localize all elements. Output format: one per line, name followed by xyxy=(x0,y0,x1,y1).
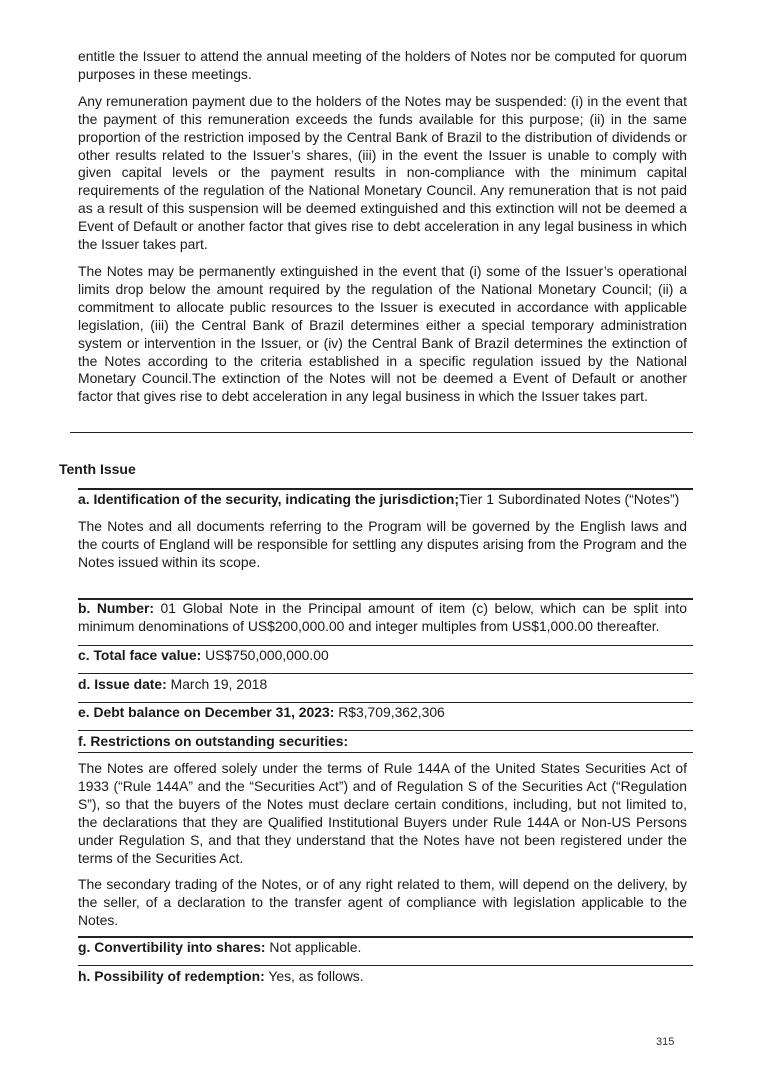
item-g-label: g. Convertibility into shares: xyxy=(78,939,266,955)
item-a xyxy=(78,491,687,572)
item-e-value: R$3,709,362,306 xyxy=(338,704,445,720)
item-f-body xyxy=(78,760,687,930)
intro-text xyxy=(78,48,687,406)
item-h-label: h. Possibility of redemption: xyxy=(78,968,265,984)
item-a-label: a. Identification of the security, indicating the jurisdiction; xyxy=(78,491,459,507)
item-f-label-rule xyxy=(78,752,693,753)
item-d-label: d. Issue date: xyxy=(78,676,167,692)
item-c xyxy=(78,647,687,665)
section-title: Tenth Issue xyxy=(59,461,136,477)
item-d xyxy=(78,676,687,694)
item-c-label: c. Total face value: xyxy=(78,647,202,663)
item-d-rule xyxy=(78,673,693,674)
item-h-value: Yes, as follows. xyxy=(268,968,364,984)
item-e-label: e. Debt balance on December 31, 2023: xyxy=(78,704,335,720)
item-g-value: Not applicable. xyxy=(269,939,362,955)
item-d-value: March 19, 2018 xyxy=(170,676,268,692)
page-number: 315 xyxy=(656,1036,675,1048)
item-h-rule xyxy=(78,965,693,966)
item-f-rule xyxy=(78,730,693,731)
item-f-label: f. Restrictions on outstanding securities: xyxy=(78,733,349,749)
item-f-text-1: The Notes are offered solely under the terms of Rule 144A of the United States Securities Act of 1933 (“Rule 144A” and the “Securities Act”) and of Regulation S of the Securities Act (“Regulation S”), so that the buyers of the Notes must declare certain conditions, including, but not limited to, the declarations that they are Qualified Institutional Buyers under Rule 144A or Non-US Persons under Regulation S, and that they understand that the Notes have not been registered under the terms of the Securities Act. xyxy=(78,760,687,866)
intro-paragraph-3: The Notes may be permanently extinguished in the event that (i) some of the Issuer’s operational limits drop below the amount required by the regulation of the National Monetary Council; (ii) a commitment to allocate public resources to the Issuer is executed in accordance with applicable legislation, (iii) the Central Bank of Brazil determines either a special temporary administration system or intervention in the Issuer, or (iv) the Central Bank of Brazil determines the extinction of the Notes according to the criteria established in a specific regulation issued by the National Monetary Council.The extinction of the Notes will not be deemed a Event of Default or another factor that gives rise to debt acceleration in any legal business in which the Issuer takes part. xyxy=(78,262,687,405)
item-h xyxy=(78,968,687,986)
item-c-value: US$750,000,000.00 xyxy=(205,647,329,663)
item-f xyxy=(78,733,687,751)
item-e xyxy=(78,704,687,722)
item-a-rule xyxy=(78,488,693,490)
item-c-rule xyxy=(78,645,693,646)
item-g xyxy=(78,939,687,957)
item-a-value: Tier 1 Subordinated Notes (“Notes”) xyxy=(459,491,680,507)
intro-paragraph-1: entitle the Issuer to attend the annual meeting of the holders of Notes nor be computed for quorum purposes in these meetings. xyxy=(78,48,687,82)
item-e-rule xyxy=(78,702,693,703)
item-g-rule xyxy=(78,936,693,938)
item-a-text: The Notes and all documents referring to the Program will be governed by the English laws and the courts of England will be responsible for settling any disputes arising from the Program and the Notes issued within its scope. xyxy=(78,517,687,570)
item-f-text-2: The secondary trading of the Notes, or of any right related to them, will depend on the delivery, by the seller, of a declaration to the transfer agent of compliance with legislation applicable to the Notes. xyxy=(78,876,687,929)
intro-paragraph-2: Any remuneration payment due to the holders of the Notes may be suspended: (i) in the event that the payment of this remuneration exceeds the funds available for this purpose; (ii) in the same proportion of the restriction imposed by the Central Bank of Brazil to the distribution of dividends or other results related to the Issuer’s shares, (iii) in the event the Issuer is unable to comply with given capital levels or the payment results in non-compliance with the minimum capital requirements of the regulation of the National Monetary Council. Any remuneration that is not paid as a result of this suspension will be deemed extinguished and this extinction will not be deemed a Event of Default or another factor that gives rise to debt acceleration in any legal business in which the Issuer takes part. xyxy=(78,92,687,253)
intro-divider xyxy=(70,432,693,433)
item-b-value: 01 Global Note in the Principal amount of item (c) below, which can be split into minimum denominations of US$200,000.00 and integer multiples from US$1,000.00 thereafter. xyxy=(78,600,687,634)
item-b-label: b. Number: xyxy=(78,600,154,616)
item-b xyxy=(78,600,687,636)
